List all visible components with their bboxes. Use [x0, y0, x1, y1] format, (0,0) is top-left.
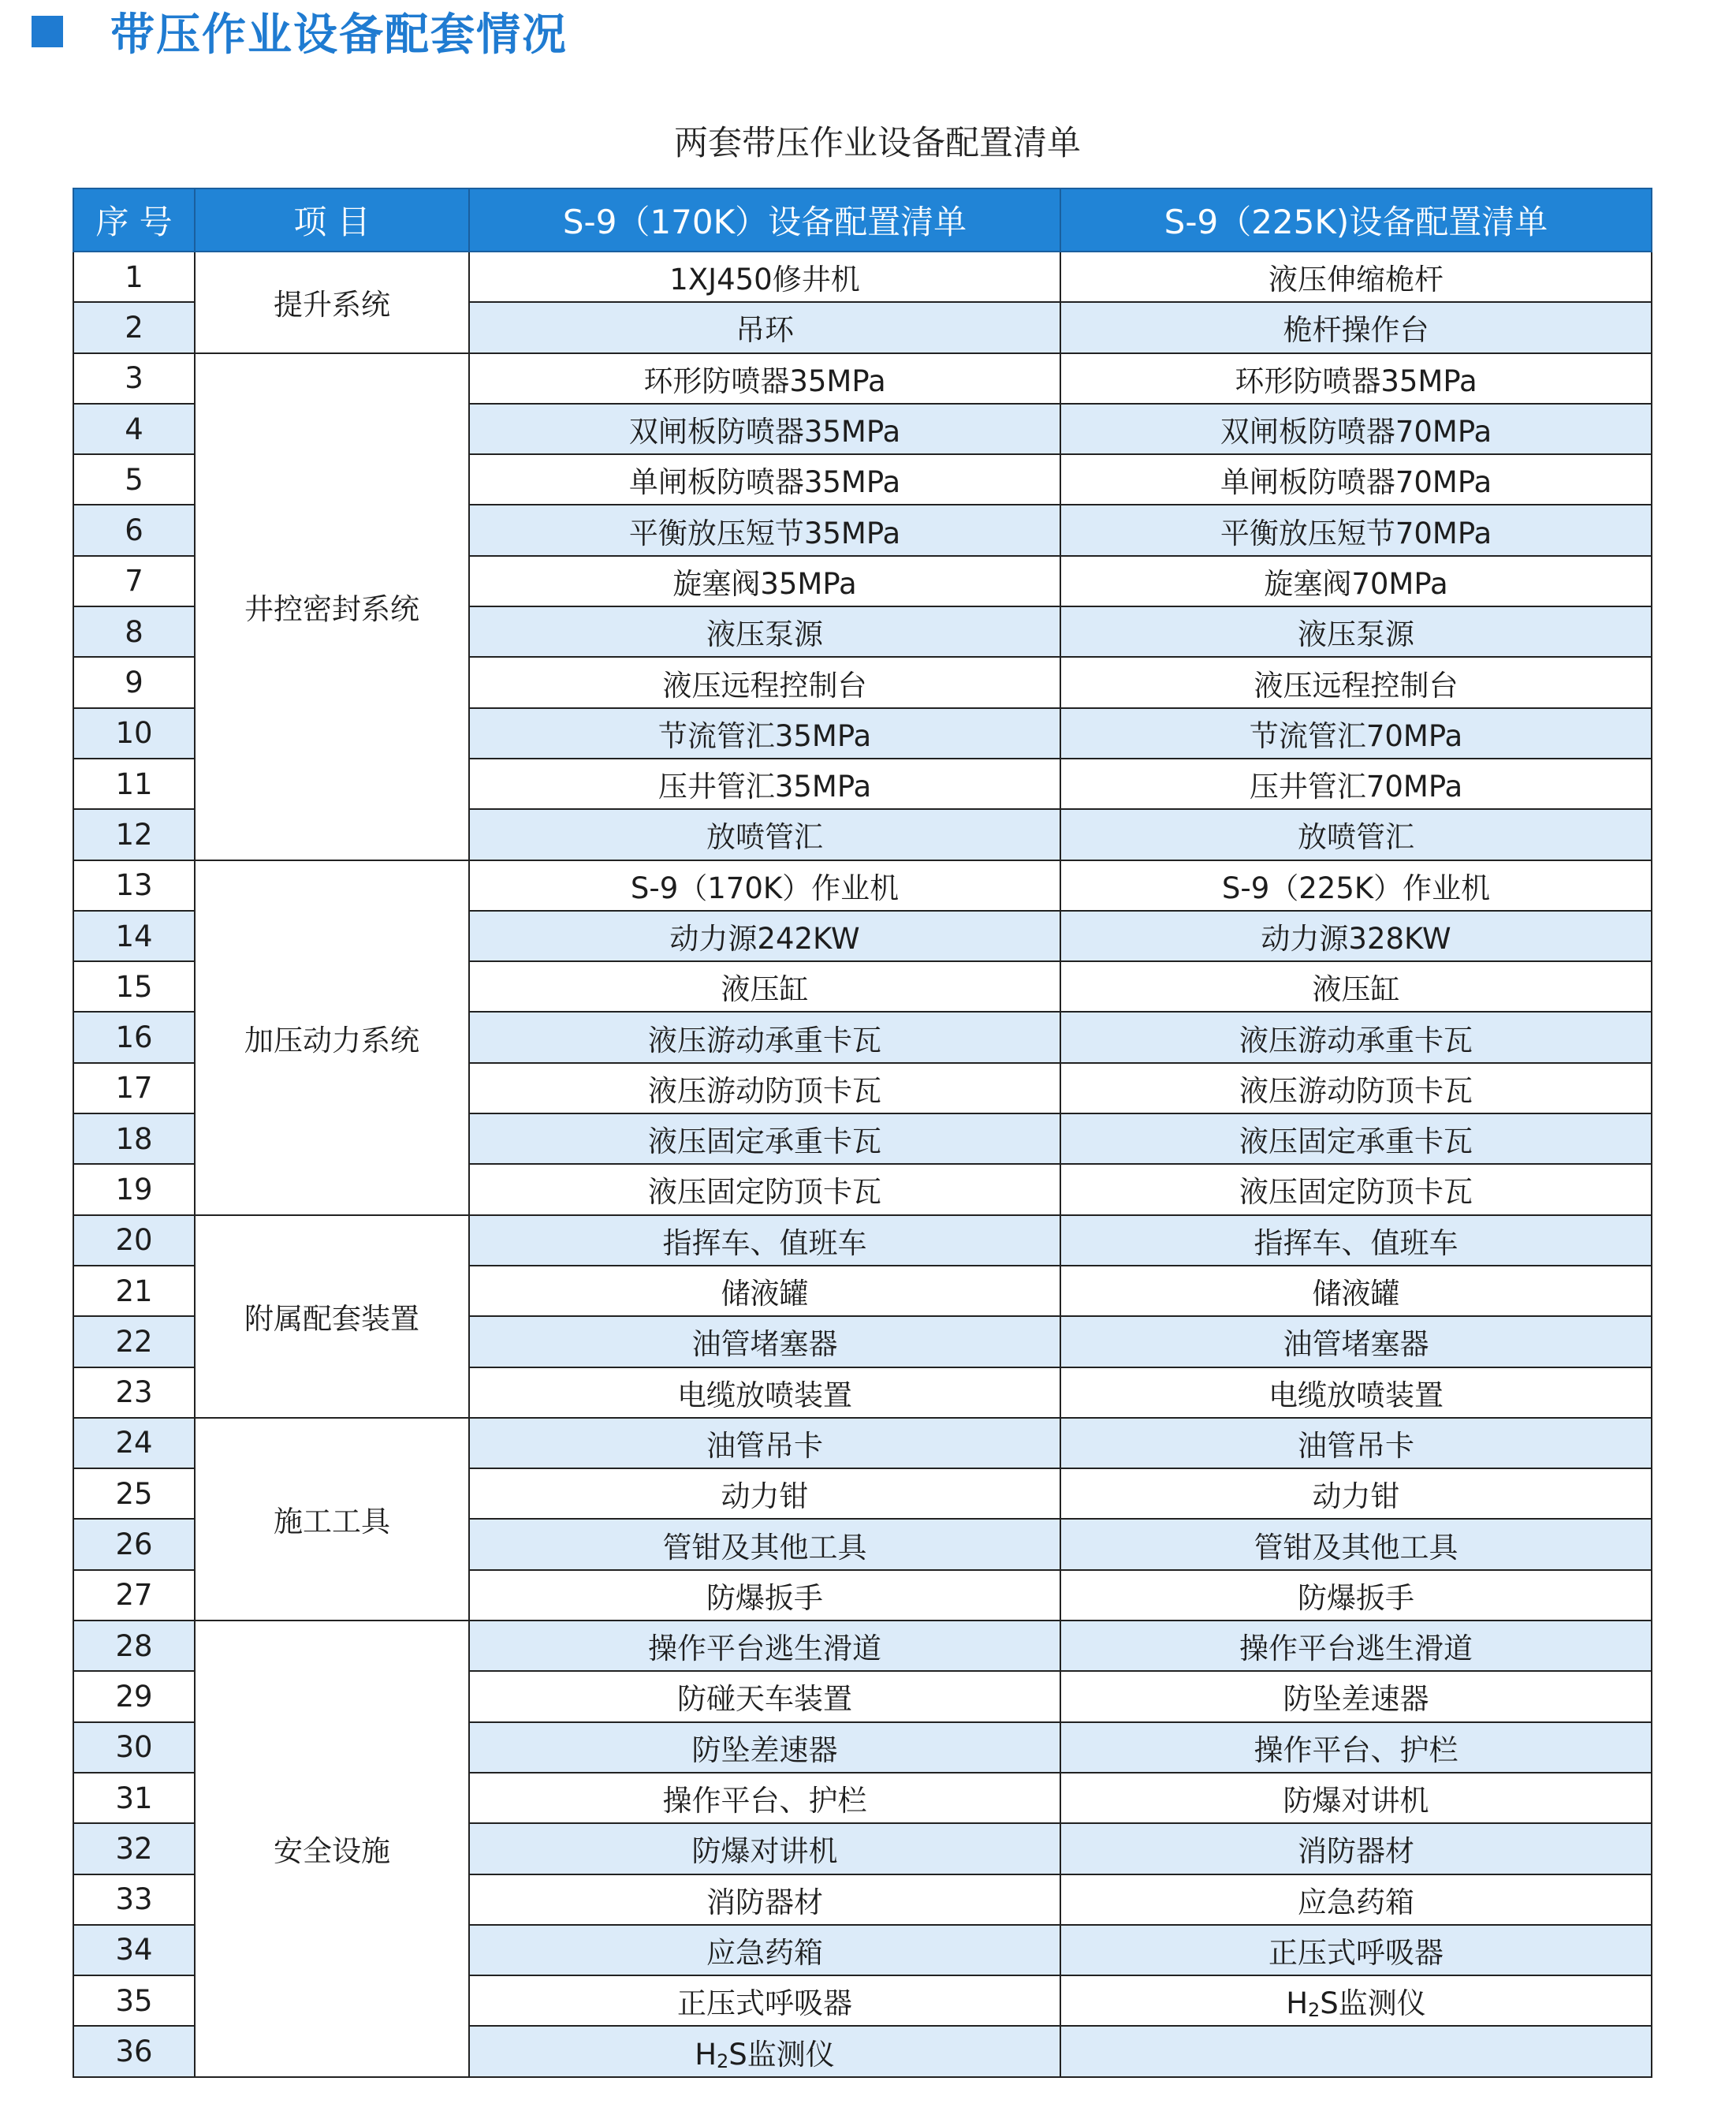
cell-170k: 环形防喷器35MPa [469, 353, 1060, 404]
row-number: 34 [73, 1925, 195, 1975]
cell-170k: 管钳及其他工具 [469, 1519, 1060, 1569]
cell-225k: 防坠差速器 [1060, 1671, 1652, 1721]
cell-225k: 应急药箱 [1060, 1874, 1652, 1925]
row-number: 35 [73, 1975, 195, 2026]
cell-170k: 消防器材 [469, 1874, 1060, 1925]
cell-225k: 消防器材 [1060, 1823, 1652, 1874]
header-170k: S-9（170K）设备配置清单 [469, 188, 1060, 252]
cell-225k: 液压游动防顶卡瓦 [1060, 1063, 1652, 1113]
table-row [73, 1215, 1652, 1266]
group-label: 安全设施 [195, 1621, 469, 2077]
header-225k: S-9（225K)设备配置清单 [1060, 188, 1652, 252]
cell-225k: $H_2S$监测仪 [1060, 1975, 1652, 2026]
cell-170k: 单闸板防喷器35MPa [469, 454, 1060, 505]
row-number: 36 [73, 2026, 195, 2076]
table-caption: 两套带压作业设备配置清单 [674, 124, 1081, 163]
row-number: 16 [73, 1012, 195, 1062]
row-number: 31 [73, 1773, 195, 1823]
cell-225k: 操作平台逃生滑道 [1060, 1621, 1652, 1671]
cell-170k: 吊环 [469, 302, 1060, 352]
square-bullet-icon [32, 16, 63, 47]
cell-225k: 电缆放喷装置 [1060, 1367, 1652, 1418]
cell-170k: 防碰天车装置 [469, 1671, 1060, 1721]
cell-225k: 液压缸 [1060, 961, 1652, 1012]
cell-225k: 单闸板防喷器70MPa [1060, 454, 1652, 505]
cell-170k: S-9（170K）作业机 [469, 860, 1060, 911]
cell-225k: 防爆扳手 [1060, 1570, 1652, 1621]
row-number: 15 [73, 961, 195, 1012]
row-number: 26 [73, 1519, 195, 1569]
cell-225k: 液压远程控制台 [1060, 657, 1652, 707]
row-number: 17 [73, 1063, 195, 1113]
row-number: 8 [73, 606, 195, 657]
cell-170k: 液压游动承重卡瓦 [469, 1012, 1060, 1062]
row-number: 9 [73, 657, 195, 707]
row-number: 2 [73, 302, 195, 352]
cell-225k: 正压式呼吸器 [1060, 1925, 1652, 1975]
cell-225k: 节流管汇70MPa [1060, 708, 1652, 759]
row-number: 14 [73, 911, 195, 961]
cell-225k: 操作平台、护栏 [1060, 1722, 1652, 1773]
cell-225k: 油管吊卡 [1060, 1418, 1652, 1468]
equipment-table [73, 188, 1652, 2078]
row-number: 25 [73, 1468, 195, 1519]
cell-225k: 液压伸缩桅杆 [1060, 252, 1652, 302]
row-number: 21 [73, 1266, 195, 1316]
table-row [73, 353, 1652, 404]
cell-225k: 液压泵源 [1060, 606, 1652, 657]
row-number: 29 [73, 1671, 195, 1721]
row-number: 30 [73, 1722, 195, 1773]
cell-225k: S-9（225K）作业机 [1060, 860, 1652, 911]
header-item: 项 目 [195, 188, 469, 252]
cell-170k: 应急药箱 [469, 1925, 1060, 1975]
row-number: 11 [73, 759, 195, 809]
group-label: 施工工具 [195, 1418, 469, 1621]
row-number: 27 [73, 1570, 195, 1621]
row-number: 13 [73, 860, 195, 911]
cell-225k [1060, 2026, 1652, 2076]
cell-225k: 指挥车、值班车 [1060, 1215, 1652, 1266]
cell-225k: 压井管汇70MPa [1060, 759, 1652, 809]
cell-170k: 电缆放喷装置 [469, 1367, 1060, 1418]
cell-170k: 防爆对讲机 [469, 1823, 1060, 1874]
cell-170k: 动力源242KW [469, 911, 1060, 961]
cell-225k: 动力钳 [1060, 1468, 1652, 1519]
section-header [32, 0, 568, 63]
cell-225k: 油管堵塞器 [1060, 1316, 1652, 1367]
group-label: 附属配套装置 [195, 1215, 469, 1418]
cell-170k: 防坠差速器 [469, 1722, 1060, 1773]
row-number: 18 [73, 1113, 195, 1164]
cell-170k: 油管吊卡 [469, 1418, 1060, 1468]
table-row [73, 252, 1652, 302]
cell-170k: 双闸板防喷器35MPa [469, 404, 1060, 454]
cell-170k: 压井管汇35MPa [469, 759, 1060, 809]
cell-170k: 操作平台逃生滑道 [469, 1621, 1060, 1671]
cell-225k: 防爆对讲机 [1060, 1773, 1652, 1823]
row-number: 3 [73, 353, 195, 404]
row-number: 1 [73, 252, 195, 302]
cell-170k: 1XJ450修井机 [469, 252, 1060, 302]
group-label: 提升系统 [195, 252, 469, 353]
row-number: 32 [73, 1823, 195, 1874]
cell-225k: 储液罐 [1060, 1266, 1652, 1316]
table-row [73, 860, 1652, 911]
table-row [73, 1418, 1652, 1468]
cell-170k: 动力钳 [469, 1468, 1060, 1519]
cell-170k: 液压固定承重卡瓦 [469, 1113, 1060, 1164]
row-number: 23 [73, 1367, 195, 1418]
table-row [73, 1621, 1652, 1671]
row-number: 6 [73, 505, 195, 555]
cell-170k: 平衡放压短节35MPa [469, 505, 1060, 555]
cell-170k: 操作平台、护栏 [469, 1773, 1060, 1823]
cell-170k: 旋塞阀35MPa [469, 556, 1060, 606]
cell-170k: 液压固定防顶卡瓦 [469, 1164, 1060, 1214]
cell-225k: 液压游动承重卡瓦 [1060, 1012, 1652, 1062]
cell-170k: 液压缸 [469, 961, 1060, 1012]
row-number: 20 [73, 1215, 195, 1266]
cell-170k: 油管堵塞器 [469, 1316, 1060, 1367]
group-label: 加压动力系统 [195, 860, 469, 1215]
table-header-row [73, 188, 1652, 252]
cell-225k: 平衡放压短节70MPa [1060, 505, 1652, 555]
cell-170k: 液压远程控制台 [469, 657, 1060, 707]
cell-170k: 防爆扳手 [469, 1570, 1060, 1621]
row-number: 7 [73, 556, 195, 606]
cell-170k: 液压游动防顶卡瓦 [469, 1063, 1060, 1113]
cell-225k: 环形防喷器35MPa [1060, 353, 1652, 404]
cell-225k: 动力源328KW [1060, 911, 1652, 961]
group-label: 井控密封系统 [195, 353, 469, 860]
page-title: 带压作业设备配套情况 [110, 9, 568, 61]
cell-225k: 放喷管汇 [1060, 809, 1652, 860]
cell-170k: 放喷管汇 [469, 809, 1060, 860]
row-number: 19 [73, 1164, 195, 1214]
row-number: 22 [73, 1316, 195, 1367]
cell-170k: $H_2S$监测仪 [469, 2026, 1060, 2076]
cell-170k: 储液罐 [469, 1266, 1060, 1316]
header-seq: 序 号 [73, 188, 195, 252]
cell-170k: 指挥车、值班车 [469, 1215, 1060, 1266]
cell-225k: 管钳及其他工具 [1060, 1519, 1652, 1569]
row-number: 12 [73, 809, 195, 860]
cell-225k: 液压固定防顶卡瓦 [1060, 1164, 1652, 1214]
cell-225k: 液压固定承重卡瓦 [1060, 1113, 1652, 1164]
cell-225k: 双闸板防喷器70MPa [1060, 404, 1652, 454]
row-number: 4 [73, 404, 195, 454]
row-number: 24 [73, 1418, 195, 1468]
row-number: 33 [73, 1874, 195, 1925]
cell-225k: 旋塞阀70MPa [1060, 556, 1652, 606]
cell-225k: 桅杆操作台 [1060, 302, 1652, 352]
row-number: 28 [73, 1621, 195, 1671]
cell-170k: 正压式呼吸器 [469, 1975, 1060, 2026]
row-number: 10 [73, 708, 195, 759]
row-number: 5 [73, 454, 195, 505]
cell-170k: 节流管汇35MPa [469, 708, 1060, 759]
cell-170k: 液压泵源 [469, 606, 1060, 657]
